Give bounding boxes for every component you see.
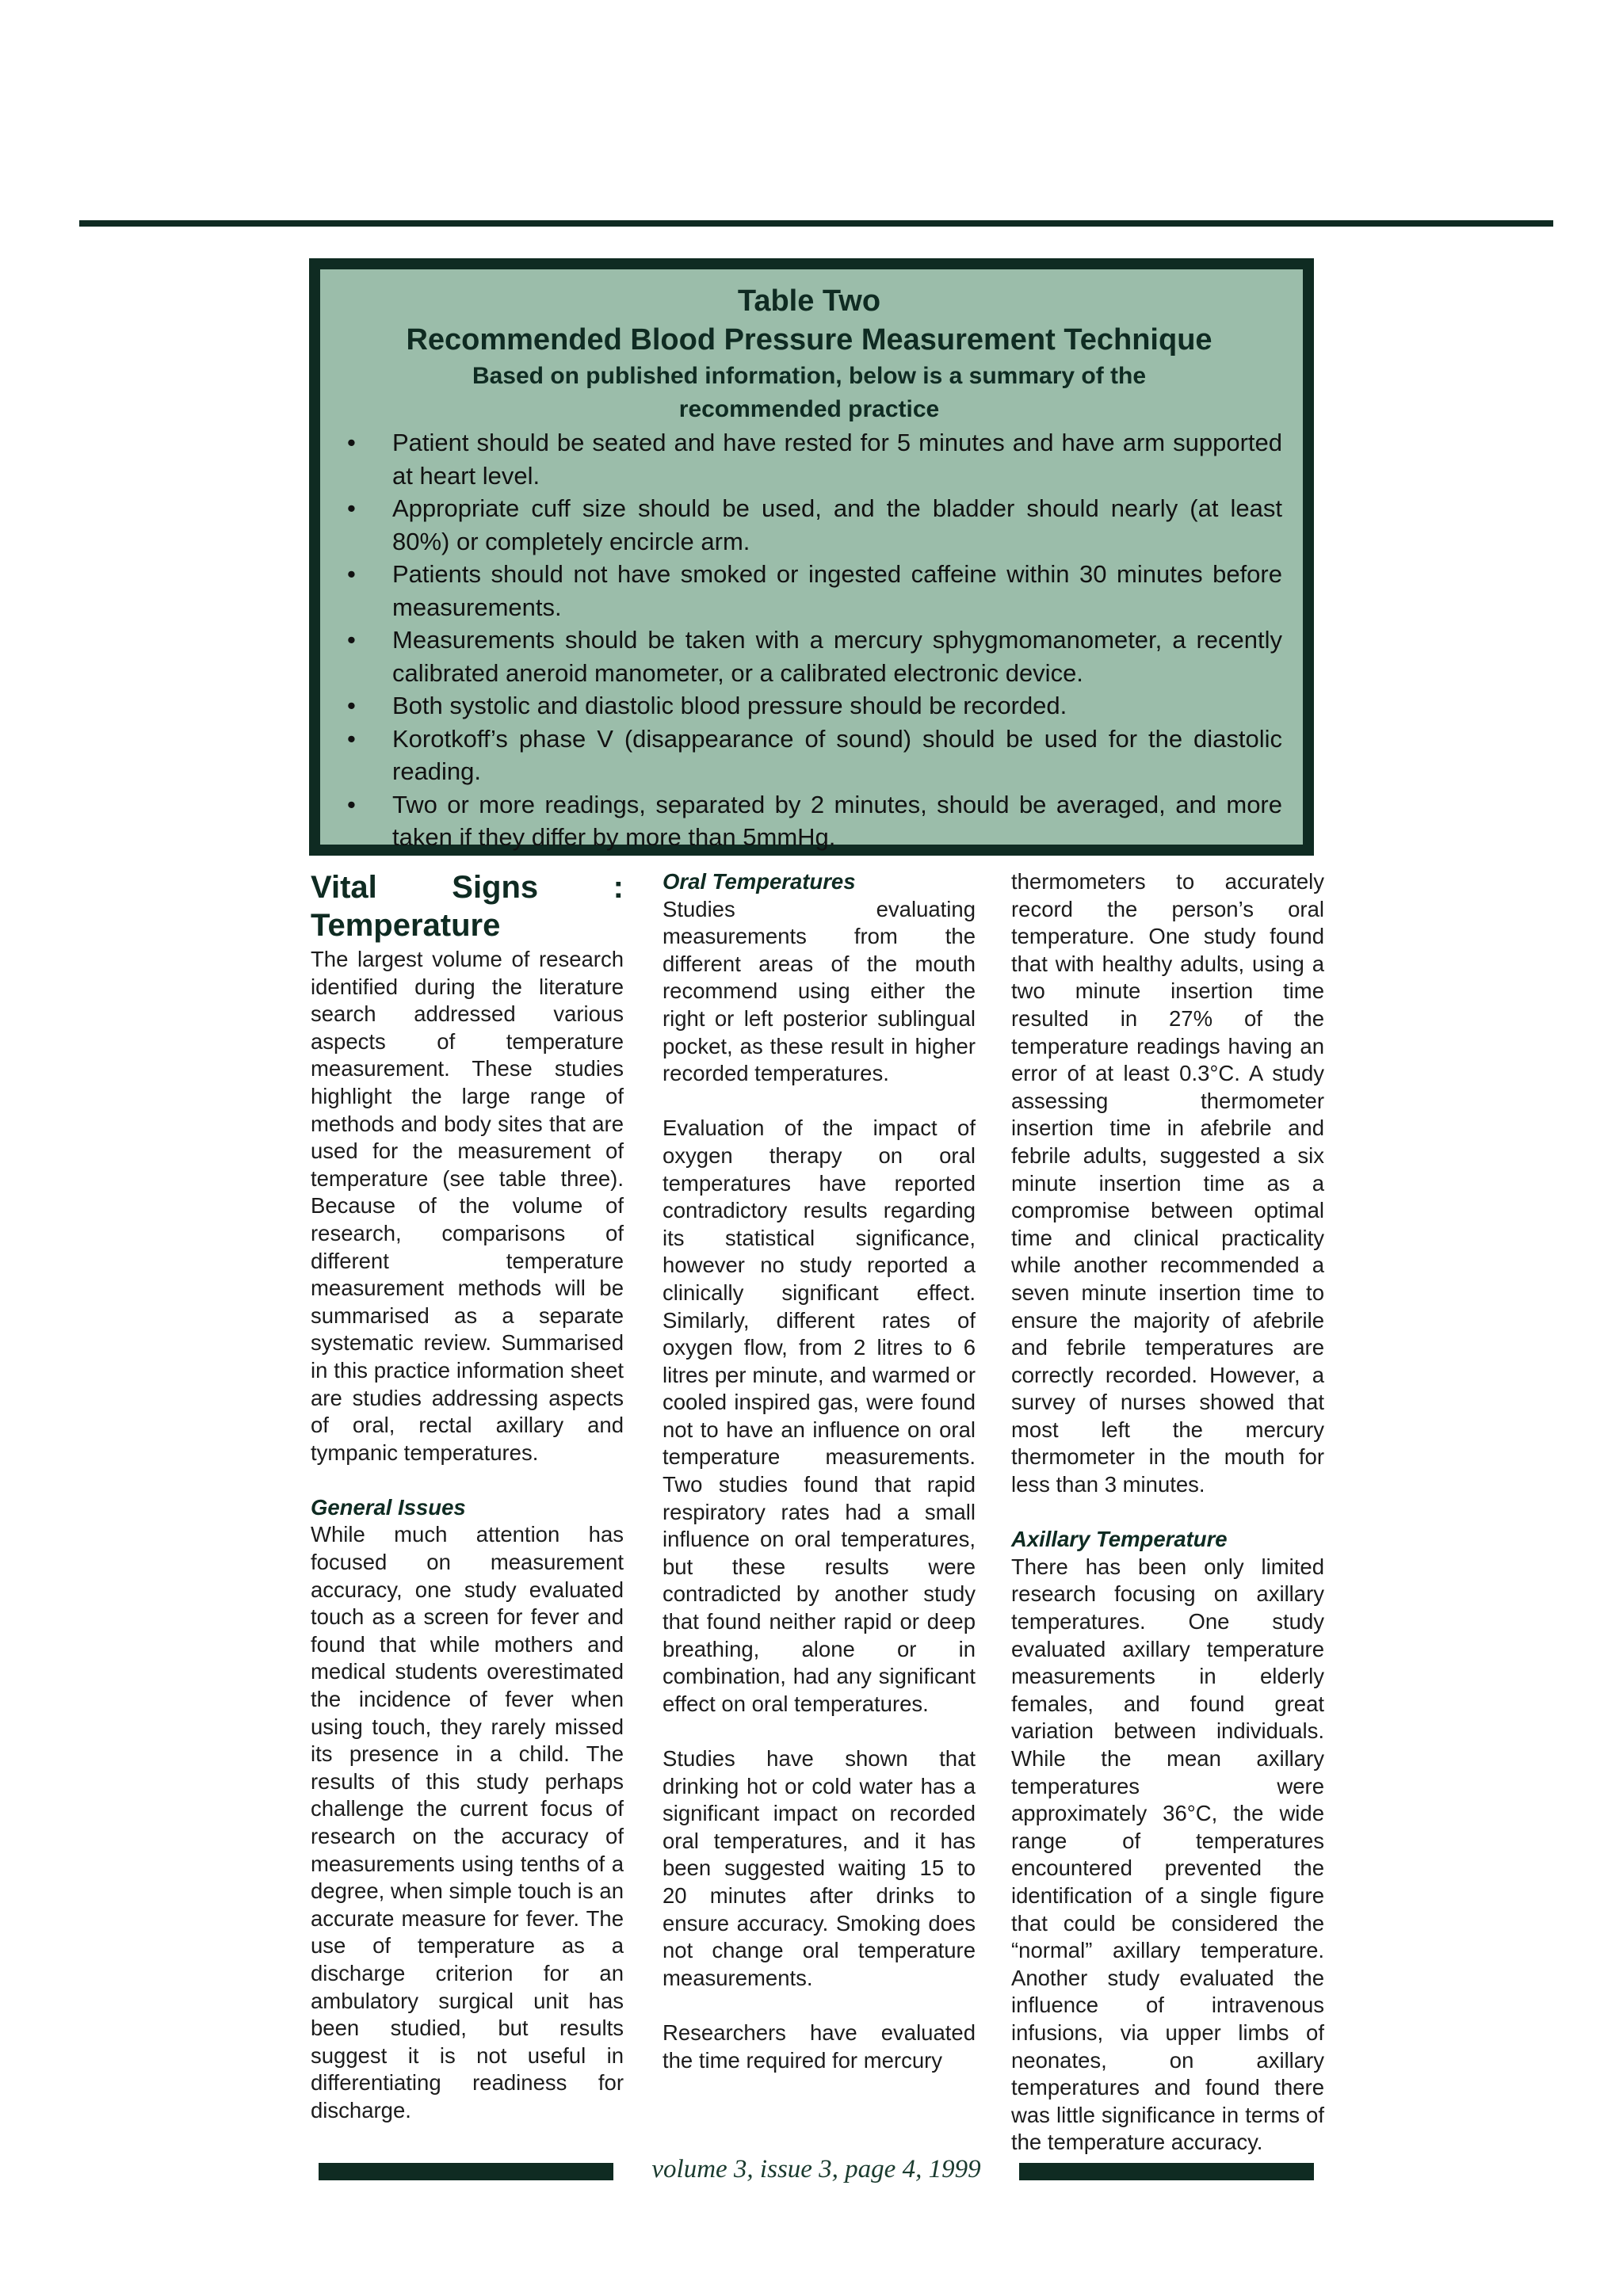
bullet-icon: •: [347, 724, 356, 753]
list-item: [336, 426, 1282, 492]
top-rule: [79, 220, 1553, 227]
oral-paragraph-2: Evaluation of the impact of oxygen therapy on oral temperatures have reported contradictory results regarding its statistical significance, however no study reported a clinically significant effect. Similarly, different rates of oxygen flow, from 2 litres to 6 litres per minute, and warmed or cooled inspired gas, were found not to have an influence on oral temperature measurements. Two studies found that rapid respiratory rates had a small influence on oral temperatures, but these results were contradicted by another study that found neither rapid or deep breathing, alone or in combination, had any significant effect on oral temperatures.: [663, 1116, 976, 1716]
table-subtitle: Recommended Blood Pressure Measurement Technique: [406, 323, 1212, 357]
footer-bar-right: [1019, 2163, 1314, 2180]
oral-paragraph-3: Studies have shown that drinking hot or cold water has a significant impact on recorded oral temperatures, and it has been suggested waiting 15 to 20 minutes after drinks to ensure accuracy. Smoking does not change oral temperature measurements.: [663, 1746, 976, 1990]
list-item-text: Both systolic and diastolic blood pressure should be recorded.: [392, 692, 1067, 719]
general-issues-heading: General Issues: [311, 1494, 466, 1520]
column-1: [311, 868, 624, 2125]
list-item: [336, 723, 1282, 788]
axillary-temperature-heading: Axillary Temperature: [1011, 1527, 1228, 1552]
general-issues-paragraph: While much attention has focused on measurement accuracy, one study evaluated touch as a screen for fever and found that while mothers and medical students overestimated the incidence of fever when using touch, they rarely missed its presence in a child. The results of this study perhaps challenge the current focus of research on the accuracy of measurements using tenths of a degree, when simple touch is an accurate measure for fever. The use of temperature as a discharge criterion for an ambulatory surgical unit has been studied, but results suggest it is not useful in differentiating readiness for discharge.: [311, 1522, 624, 2122]
axillary-paragraph: There has been only limited research focusing on axillary temperatures. One study evaluated axillary temperature measurements in elderly females, and found great variation between individuals. While the mean axillary temperatures were approximately 36°C, the wide range of temperatures encountered prevented the identification of a single figure that could be considered the “normal” axillary temperature. Another study evaluated the influence of intravenous infusions, via upper limbs of neonates, on axillary temperatures and found there was little significance in terms of the temperature accuracy.: [1011, 1554, 1324, 2155]
list-item: [336, 624, 1282, 689]
list-item-text: Korotkoff’s phase V (disappearance of sound) should be used for the diastolic reading.: [392, 724, 1282, 785]
oral-paragraph-1: Studies evaluating measurements from the different areas of the mouth recommend using either the right or left posterior sublingual pocket, as these result in higher recorded temperatures.: [663, 896, 976, 1086]
list-item-text: Two or more readings, separated by 2 minutes, should be averaged, and more taken if they differ by more than 5mmHg.: [392, 790, 1282, 851]
recommendation-list: [336, 426, 1282, 854]
bullet-icon: •: [347, 494, 356, 522]
article-heading: Vital Signs : Temperature: [311, 870, 624, 943]
oral-paragraph-4: Researchers have evaluated the time required for mercury: [663, 2019, 976, 2073]
list-item-text: Appropriate cuff size should be used, and the bladder should nearly (at least 80%) or completely encircle arm.: [392, 494, 1282, 555]
list-item: [336, 558, 1282, 624]
bullet-icon: •: [347, 429, 356, 456]
bullet-icon: •: [347, 560, 356, 588]
list-item: [336, 788, 1282, 854]
table-title: Table Two: [737, 284, 881, 318]
column-3: [1011, 868, 1324, 2157]
page-footer: volume 3, issue 3, page 4, 1999: [651, 2155, 981, 2183]
list-item-text: Patient should be seated and have rested for 5 minutes and have arm supported at heart level.: [392, 429, 1282, 490]
table-two-box: [309, 258, 1314, 856]
bullet-icon: •: [347, 692, 356, 719]
intro-paragraph: The largest volume of research identified during the literature search addressed various aspects of temperature measurement. These studies highlight the large range of methods and body sites that are used for the measurement of temperature (see table three). Because of the volume of research, comparisons of different temperature measurement methods will be summarised as a separate systematic review. Summarised in this practice information sheet are studies addressing aspects of oral, rectal axillary and tympanic temperatures.: [311, 947, 624, 1465]
bullet-icon: •: [347, 790, 356, 818]
list-item-text: Measurements should be taken with a mercury sphygmomanometer, a recently calibrated aneroid manometer, or a calibrated electronic device.: [392, 626, 1282, 687]
footer-bar-left: [319, 2163, 613, 2180]
column-2: [663, 868, 976, 2074]
table-intro: Based on published information, below is a summary of the recommended practice: [472, 363, 1147, 422]
oral-paragraph-4-continued: thermometers to accurately record the person’s oral temperature. One study found that with healthy adults, using a two minute insertion time resulted in 27% of the temperature readings having an error of at least 0.3°C. A study assessing thermometer insertion time in afebrile and febrile adults, suggested a six minute insertion time as a compromise between optimal time and clinical practicality while another recommended a seven minute insertion time to ensure the majority of afebrile and febrile temperatures are correctly recorded. However, a survey of nurses showed that most left the mercury thermometer in the mouth for less than 3 minutes.: [1011, 869, 1324, 1497]
list-item: [336, 689, 1282, 723]
bullet-icon: •: [347, 626, 356, 654]
oral-temperatures-heading: Oral Temperatures: [663, 869, 856, 894]
list-item: [336, 492, 1282, 558]
list-item-text: Patients should not have smoked or ingested caffeine within 30 minutes before measurements.: [392, 560, 1282, 621]
